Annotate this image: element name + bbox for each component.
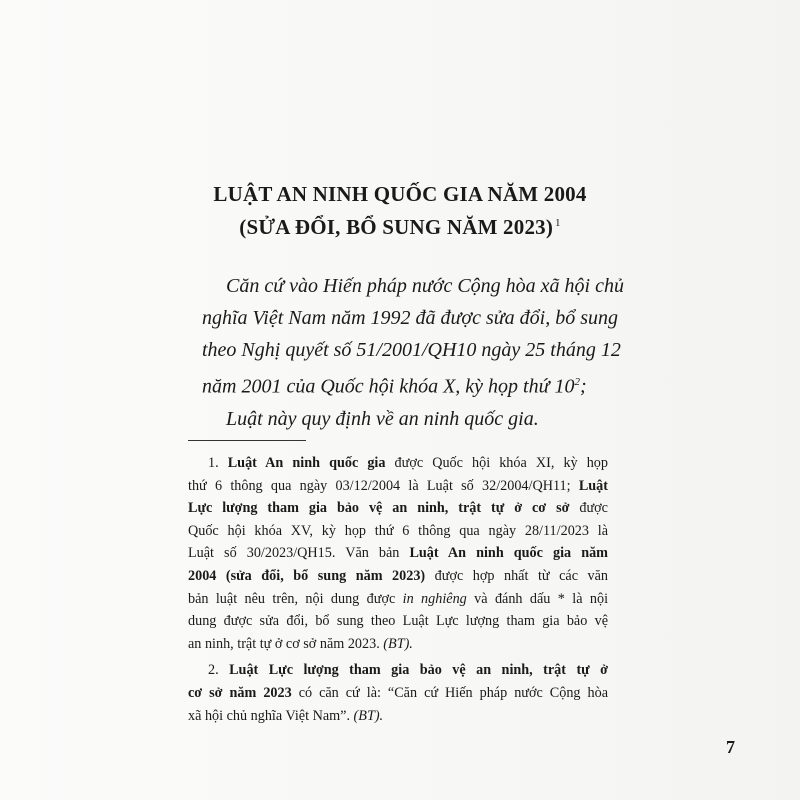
footnote-line xyxy=(188,588,608,611)
footnote-bold: Luật An ninh quốc gia năm xyxy=(409,545,608,562)
footnote-line: dung được sửa đổi, bổ sung theo Luật Lực lượng tham gia bảo vệ xyxy=(188,613,608,630)
footnote-italic: (BT). xyxy=(353,707,384,724)
footnote-text: được xyxy=(569,500,608,517)
preamble-line xyxy=(202,366,606,403)
footnote-text: có căn cứ là: “Căn cứ Hiến pháp nước Cộng hòa xyxy=(291,684,608,701)
footnote-number: 1. xyxy=(208,455,228,471)
footnote-text: an ninh, trật tự ở cơ sở năm 2023. xyxy=(188,635,384,652)
footnote-line xyxy=(188,565,608,588)
footnote-2 xyxy=(188,659,608,727)
preamble-line: Căn cứ vào Hiến pháp nước Cộng hòa xã hội chủ xyxy=(226,275,624,297)
footnote-line xyxy=(188,682,608,705)
law-subtitle xyxy=(150,215,650,240)
preamble-line-text: năm 2001 của Quốc hội khóa X, kỳ họp thứ 10 xyxy=(202,375,575,398)
footnote-ref-1: 1 xyxy=(555,217,561,229)
footnote-text: bản luật nêu trên, nội dung được xyxy=(188,590,403,607)
preamble-line: nghĩa Việt Nam năm 1992 đã được sửa đổi, bổ sung xyxy=(202,307,618,329)
footnote-text: thứ 6 thông qua ngày 03/12/2004 là Luật số 32/2004/QH11; xyxy=(188,477,579,494)
footnote-text: Luật số 30/2023/QH15. Văn bản xyxy=(188,545,410,562)
law-title-line1: LUẬT AN NINH QUỐC GIA NĂM 2004 xyxy=(213,182,587,206)
footnote-bold: Lực lượng tham gia bảo vệ an ninh, trật tự ở cơ sở xyxy=(188,500,570,517)
footnote-separator xyxy=(188,440,306,441)
preamble xyxy=(202,270,624,435)
footnote-number: 2. xyxy=(208,662,230,679)
footnote-ref-2: 2 xyxy=(574,376,581,388)
preamble-line: Luật này quy định về an ninh quốc gia. xyxy=(226,407,539,430)
law-title xyxy=(150,182,650,207)
footnote-line: Quốc hội khóa XV, kỳ họp thứ 6 thông qua ngày 28/11/2023 là xyxy=(188,522,608,539)
footnote-bold: Luật Lực lượng tham gia bảo vệ an ninh, trật tự ở xyxy=(229,662,608,679)
preamble-line: theo Nghị quyết số 51/2001/QH10 ngày 25 tháng 12 xyxy=(202,339,621,361)
footnote-line xyxy=(188,452,608,475)
footnote-bold: Luật An ninh quốc gia xyxy=(227,455,386,471)
preamble-line-end: ; xyxy=(580,375,587,398)
footnote-text: xã hội chủ nghĩa Việt Nam”. xyxy=(188,707,354,724)
footnote-line xyxy=(188,497,608,520)
footnote-text: được Quốc hội khóa XI, kỳ họp xyxy=(385,455,608,471)
law-title-line2: (SỬA ĐỔI, BỔ SUNG NĂM 2023) xyxy=(239,215,554,239)
footnote-line xyxy=(188,542,608,565)
footnote-line xyxy=(188,633,608,656)
footnote-bold: cơ sở năm 2023 xyxy=(188,684,292,701)
footnote-line xyxy=(188,705,608,728)
page-number: 7 xyxy=(726,737,735,757)
footnote-italic: (BT). xyxy=(383,635,413,652)
footnote-text: và đánh dấu * là nội xyxy=(466,590,609,607)
footnote-line xyxy=(188,475,608,498)
footnote-text: được hợp nhất từ các văn xyxy=(425,567,608,584)
footnotes xyxy=(188,452,608,731)
footnote-bold: 2004 (sửa đổi, bổ sung năm 2023) xyxy=(188,567,426,584)
footnote-1 xyxy=(188,452,608,655)
footnote-bold: Luật xyxy=(578,477,608,494)
footnote-line xyxy=(188,659,608,682)
footnote-italic: in nghiêng xyxy=(402,590,467,607)
